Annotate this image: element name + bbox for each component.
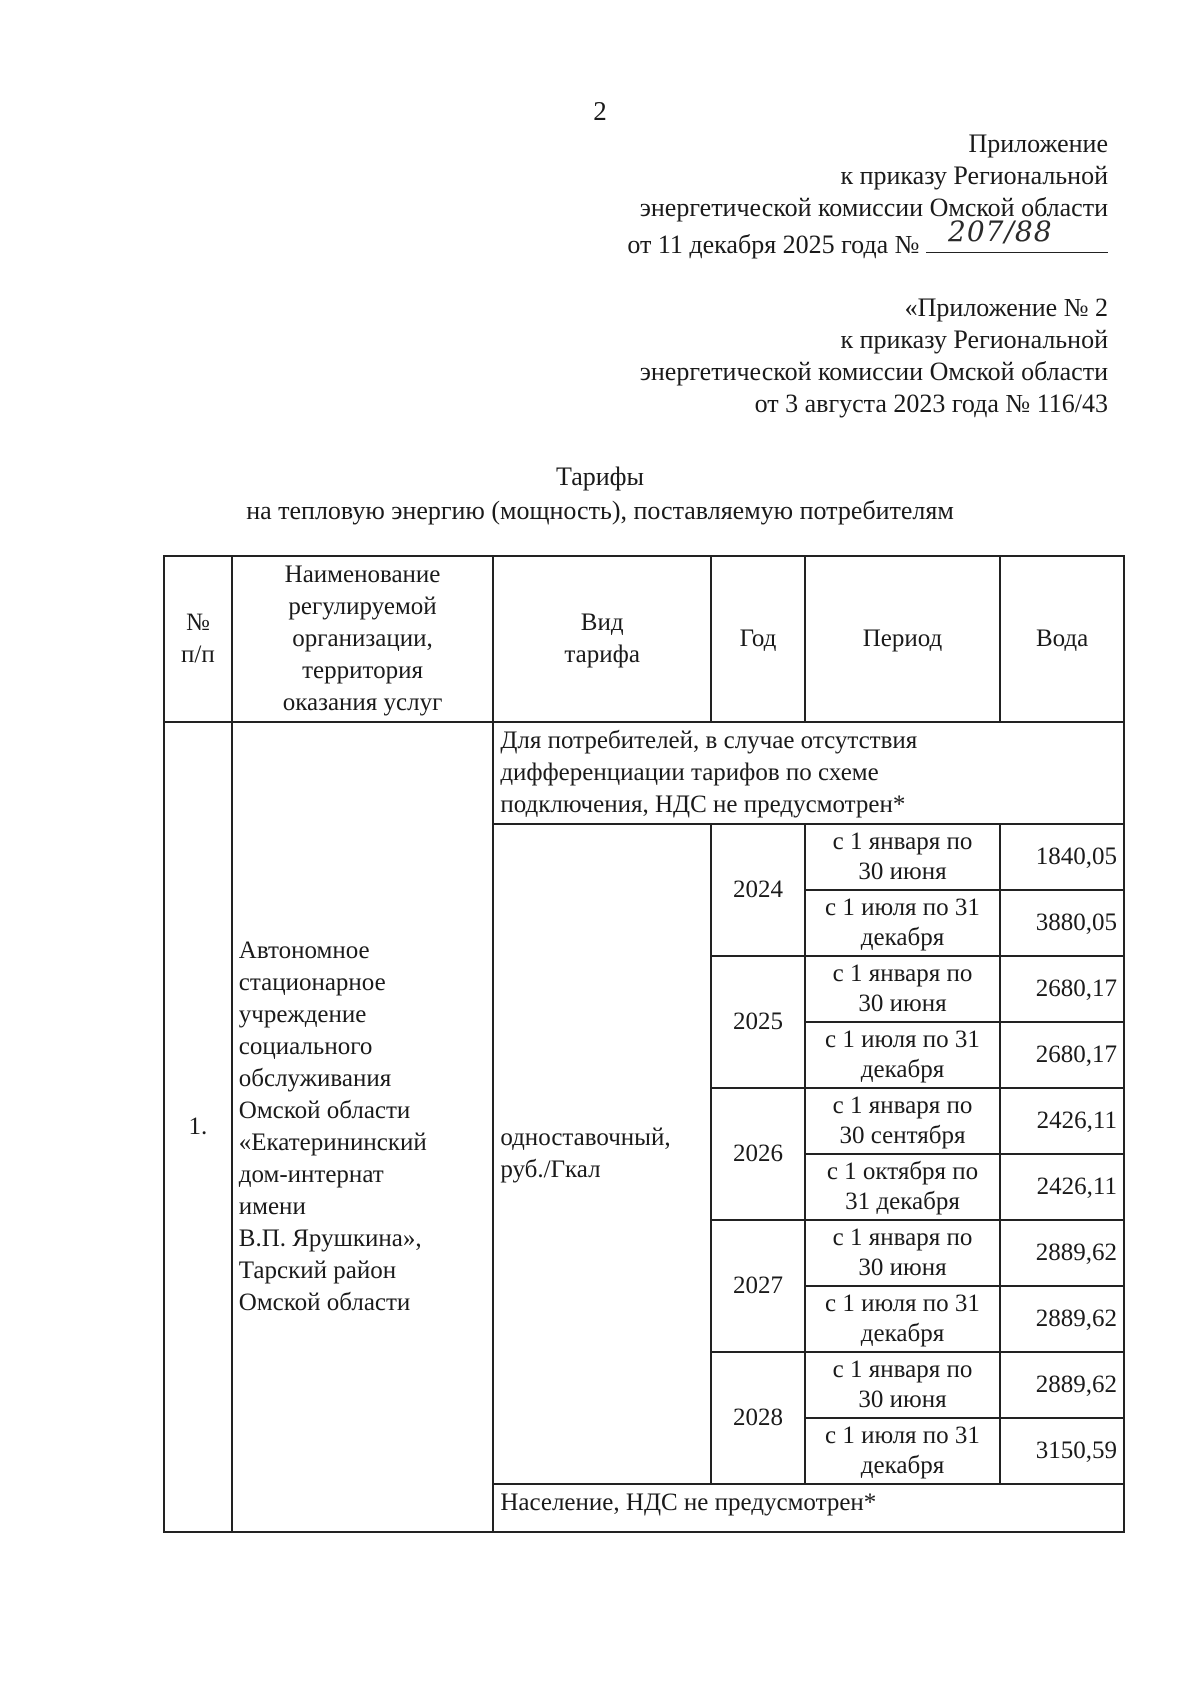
organization-cell: Автономное стационарное учреждение социального обслуживания Омской области «Екатерининский дом-интернат имени В.П. Ярушкина», Тарский район Омской области bbox=[232, 722, 494, 1532]
water-value-cell: 3150,59 bbox=[1000, 1418, 1124, 1484]
appendix-line: к приказу Региональной bbox=[840, 161, 1108, 190]
page-number: 2 bbox=[593, 96, 607, 126]
appendix-quoted-line: от 3 августа 2023 года № 116/43 bbox=[754, 389, 1108, 418]
tariffs-table bbox=[163, 555, 1125, 1533]
water-value-cell: 2426,11 bbox=[1000, 1088, 1124, 1154]
water-value-cell: 2889,62 bbox=[1000, 1220, 1124, 1286]
water-value-cell: 2426,11 bbox=[1000, 1154, 1124, 1220]
handwritten-order-number: 207/88 bbox=[948, 215, 1053, 248]
header-water: Вода bbox=[1000, 556, 1124, 722]
water-value-cell: 2889,62 bbox=[1000, 1286, 1124, 1352]
year-cell: 2025 bbox=[711, 956, 805, 1088]
order-number-field bbox=[926, 215, 1108, 253]
tariff-kind-cell: одноставочный, руб./Гкал bbox=[493, 824, 711, 1484]
water-value-cell: 2680,17 bbox=[1000, 956, 1124, 1022]
year-cell: 2026 bbox=[711, 1088, 805, 1220]
header-tariff-kind: Вид тарифа bbox=[493, 556, 711, 722]
header-period: Период bbox=[805, 556, 1000, 722]
water-value-cell: 1840,05 bbox=[1000, 824, 1124, 890]
title-line: Тарифы bbox=[555, 462, 644, 491]
period-cell: с 1 июля по 31 декабря bbox=[805, 1286, 1000, 1352]
period-cell: с 1 июля по 31 декабря bbox=[805, 1022, 1000, 1088]
period-cell: с 1 июля по 31 декабря bbox=[805, 890, 1000, 956]
period-cell: с 1 января по 30 сентября bbox=[805, 1088, 1000, 1154]
section-header-consumers: Для потребителей, в случае отсутствия дифференциации тарифов по схеме подключения, НДС не предусмотрен* bbox=[493, 722, 1124, 824]
section-header-population: Население, НДС не предусмотрен* bbox=[493, 1484, 1124, 1532]
appendix-line: Приложение bbox=[968, 129, 1108, 158]
period-cell: с 1 января по 30 июня bbox=[805, 1352, 1000, 1418]
period-cell: с 1 октября по 31 декабря bbox=[805, 1154, 1000, 1220]
appendix-header bbox=[627, 128, 1108, 261]
period-cell: с 1 января по 30 июня bbox=[805, 956, 1000, 1022]
water-value-cell: 3880,05 bbox=[1000, 890, 1124, 956]
period-cell: с 1 января по 30 июня bbox=[805, 1220, 1000, 1286]
appendix-quoted-header bbox=[640, 292, 1108, 420]
document-title bbox=[0, 460, 1200, 528]
appendix-quoted-line: энергетической комиссии Омской области bbox=[639, 357, 1108, 386]
period-cell: с 1 июля по 31 декабря bbox=[805, 1418, 1000, 1484]
header-year: Год bbox=[711, 556, 805, 722]
subtitle-line: на тепловую энергию (мощность), поставляемую потребителям bbox=[246, 496, 954, 525]
appendix-date-prefix: от 11 декабря 2025 года № bbox=[627, 230, 920, 259]
appendix-quoted-line: «Приложение № 2 bbox=[904, 293, 1108, 322]
row-number: 1. bbox=[164, 722, 232, 1532]
year-cell: 2024 bbox=[711, 824, 805, 956]
header-num: № п/п bbox=[164, 556, 232, 722]
appendix-quoted-line: к приказу Региональной bbox=[840, 325, 1108, 354]
water-value-cell: 2680,17 bbox=[1000, 1022, 1124, 1088]
year-cell: 2027 bbox=[711, 1220, 805, 1352]
appendix-line: энергетической комиссии Омской области bbox=[639, 193, 1108, 222]
period-cell: с 1 января по 30 июня bbox=[805, 824, 1000, 890]
appendix-date-line bbox=[627, 215, 1108, 261]
year-cell: 2028 bbox=[711, 1352, 805, 1484]
water-value-cell: 2889,62 bbox=[1000, 1352, 1124, 1418]
header-organization: Наименование регулируемой организации, территория оказания услуг bbox=[232, 556, 494, 722]
